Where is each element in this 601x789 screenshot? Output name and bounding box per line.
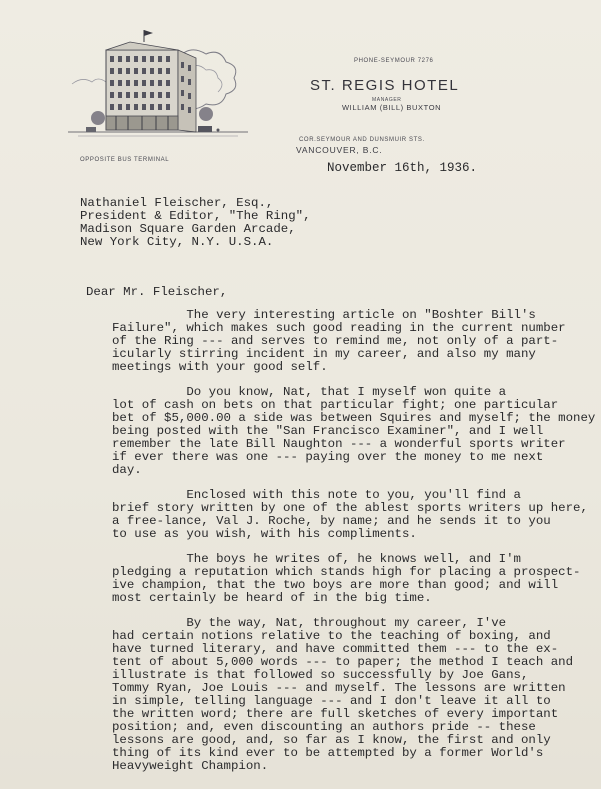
paragraph-line: By the way, Nat, throughout my career, I've (112, 616, 507, 630)
paragraph-line: illustrate is that followed so successfully by Joe Gans, (112, 668, 529, 682)
paragraph-line: position; and, even discounting an authors pride -- these (112, 720, 536, 734)
paragraph-line: lot of cash on bets on that particular fight; one particular (112, 398, 559, 412)
paragraph-line: ive champion, that the two boys are more than good; and will (112, 578, 559, 592)
paragraph-line: The boys he writes of, he knows well, and I'm (112, 552, 521, 566)
paragraph-line: Do you know, Nat, that I myself won quite a (112, 385, 507, 399)
hotel-name: ST. REGIS HOTEL (310, 77, 460, 94)
paragraph-line: being posted with the "San Francisco Examiner", and I well (112, 424, 544, 438)
illustration-caption: OPPOSITE BUS TERMINAL (80, 157, 170, 163)
paragraph-line: bet of $5,000.00 a side was between Squires and myself; the money (112, 411, 596, 425)
paragraph-line: the written word; there are full sketches of every important (112, 707, 559, 721)
recipient-line: Nathaniel Fleischer, Esq., (80, 196, 274, 210)
recipient-line: New York City, N.Y. U.S.A. (80, 235, 274, 249)
paragraph-line: The very interesting article on "Boshter Bill's (112, 308, 536, 322)
paragraph-line: if ever there was one --- paying over the money to me next (112, 450, 544, 464)
paragraph-line: tent of about 5,000 words --- to paper; the method I teach and (112, 655, 574, 669)
paragraph-line: most certainly be heard of in the big time. (112, 591, 432, 605)
paragraph-line: icularly stirring incident in my career, and also my many (112, 347, 536, 361)
paragraph-line: Enclosed with this note to you, you'll find a (112, 488, 521, 502)
paragraph-line: of the Ring --- and serves to remind me, not only of a part- (112, 334, 559, 348)
paragraph-line: day. (112, 463, 142, 477)
paragraph-line: lessons are good, and, so far as I know, the first and only (112, 733, 551, 747)
paragraph-line: pledging a reputation which stands high for placing a prospect- (112, 565, 581, 579)
recipient-line: President & Editor, "The Ring", (80, 209, 311, 223)
recipient-line: Madison Square Garden Arcade, (80, 222, 296, 236)
hotel-city: VANCOUVER, B.C. (296, 145, 383, 155)
paragraph-line: had certain notions relative to the teaching of boxing, and (112, 629, 551, 643)
letter-date: November 16th, 1936. (327, 161, 478, 175)
paragraph-line: Tommy Ryan, Joe Louis --- and myself. The lessons are written (112, 681, 566, 695)
paragraph-line: thing of its kind ever to be attempted by a former World's (112, 746, 544, 760)
paragraph-line: Failure", which makes such good reading in the current number (112, 321, 566, 335)
hotel-building-illustration (68, 28, 248, 154)
manager-name: WILLIAM (BILL) BUXTON (342, 103, 442, 112)
paragraph-line: in simple, telling language --- and I don't leave it all to (112, 694, 551, 708)
paragraph-line: have turned literary, and have committed them --- to the ex- (112, 642, 559, 656)
hotel-address: COR.SEYMOUR AND DUNSMUIR STS. (299, 137, 425, 143)
paragraph-line: to use as you wish, with his compliments. (112, 527, 417, 541)
paragraph-line: remember the late Bill Naughton --- a wonderful sports writer (112, 437, 566, 451)
paragraph-line: a free-lance, Val J. Roche, by name; and he sends it to you (112, 514, 551, 528)
paragraph-line: meetings with your good self. (112, 360, 328, 374)
salutation: Dear Mr. Fleischer, (86, 285, 228, 299)
paragraph-line: brief story written by one of the ablest sports writers up here, (112, 501, 588, 515)
paragraph-line: Heavyweight Champion. (112, 759, 269, 773)
hotel-phone: PHONE-SEYMOUR 7276 (354, 58, 434, 64)
manager-label: MANAGER (372, 97, 402, 103)
